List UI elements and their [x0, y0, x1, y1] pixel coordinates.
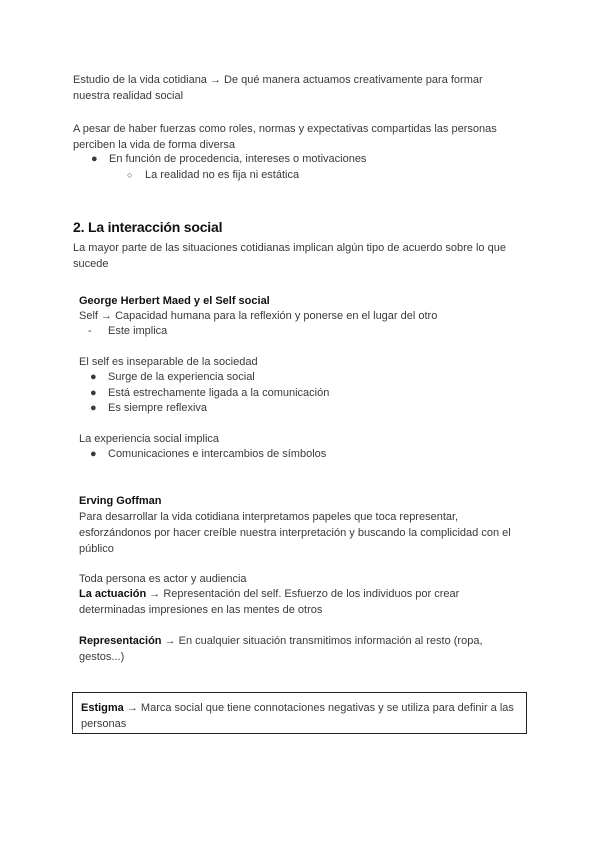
goffman-line-2: esforzándonos por hacer creíble nuestra interpretación y buscando la complicidad con el: [79, 527, 511, 539]
bullet-ring: ○: [127, 170, 133, 180]
estigma-line-2: personas: [81, 718, 127, 730]
actuacion-label: La actuación: [79, 588, 147, 600]
diversity-line-1: A pesar de haber fuerzas como roles, normas y expectativas compartidas las personas: [73, 123, 497, 135]
mead-dash-list: [88, 324, 168, 340]
bullet-dot: ●: [91, 153, 98, 165]
diversity-line-2: perciben la vida de forma diversa: [73, 139, 236, 151]
list-item: [91, 152, 367, 168]
mead-experience: La experiencia social implica: [79, 433, 220, 445]
representacion-text: → En cualquier situación transmitimos información al resto (ropa,: [161, 635, 483, 647]
bullet-dot: ●: [90, 402, 97, 414]
diversity-sublist: [127, 168, 300, 184]
bullet-dot: ●: [90, 448, 97, 460]
section-intro-line-2: sucede: [73, 258, 109, 270]
goffman-actuacion: [79, 586, 529, 618]
actuacion-text: → Representación del self. Esfuerzo de los individuos por crear: [146, 588, 460, 600]
estigma-label: Estigma: [81, 702, 124, 714]
goffman-heading: Erving Goffman: [79, 495, 162, 507]
bullet-dot: ●: [90, 386, 97, 399]
goffman-paragraph: [79, 509, 529, 557]
list-item: [90, 386, 330, 402]
section-intro-line-1: La mayor parte de las situaciones cotidianas implican algún tipo de acuerdo sobre lo que: [73, 242, 506, 254]
section-title: 2. La interacción social: [73, 219, 223, 235]
estigma-definition: → Marca social que tiene connotaciones negativas y se utiliza para definir a las: [123, 702, 514, 714]
mead-inseparable: El self es inseparable de la sociedad: [79, 356, 258, 368]
intro-line-1: Estudio de la vida cotidiana → De qué manera actuamos creativamente para formar: [73, 74, 483, 86]
list-item: [127, 168, 300, 184]
estigma-callout: [72, 692, 527, 734]
list-item-text: Este implica: [108, 325, 168, 337]
list-item: [90, 370, 329, 386]
bullet-dash: -: [88, 325, 92, 337]
intro-paragraph: [73, 72, 533, 104]
actuacion-line-2: determinadas impresiones en las mentes de otros: [79, 604, 323, 616]
mead-heading: George Herbert Maed y el Self social: [79, 295, 270, 307]
diversity-paragraph: [73, 121, 533, 153]
list-item-text: Comunicaciones e intercambios de símbolos: [108, 448, 327, 460]
bullet-dot: ●: [90, 371, 97, 383]
list-item: [90, 447, 327, 463]
section-intro: [73, 240, 533, 272]
list-item-text: Surge de la experiencia social: [108, 371, 255, 383]
list-item: [90, 401, 329, 417]
mead-self-line: Self → Capacidad humana para la reflexión y ponerse en el lugar del otro: [79, 310, 438, 322]
representacion-label: Representación: [79, 635, 162, 647]
list-item: [88, 324, 168, 340]
goffman-actor: Toda persona es actor y audiencia: [79, 573, 247, 585]
estigma-text: [81, 700, 521, 732]
mead-experience-list: [90, 447, 327, 463]
list-item-text: Es siempre reflexiva: [108, 402, 208, 414]
list-item-text: Está estrechamente ligada a la comunicación: [108, 386, 330, 399]
goffman-representacion: [79, 633, 529, 665]
list-item-text: En función de procedencia, intereses o motivaciones: [109, 153, 367, 165]
mead-bullet-list: [90, 370, 330, 417]
intro-line-2: nuestra realidad social: [73, 90, 184, 102]
diversity-list: [91, 152, 367, 168]
goffman-line-1: Para desarrollar la vida cotidiana interpretamos papeles que toca representar,: [79, 511, 459, 523]
goffman-line-3: público: [79, 543, 114, 555]
representacion-line-2: gestos...): [79, 651, 125, 663]
list-item-text: La realidad no es fija ni estática: [145, 169, 300, 181]
